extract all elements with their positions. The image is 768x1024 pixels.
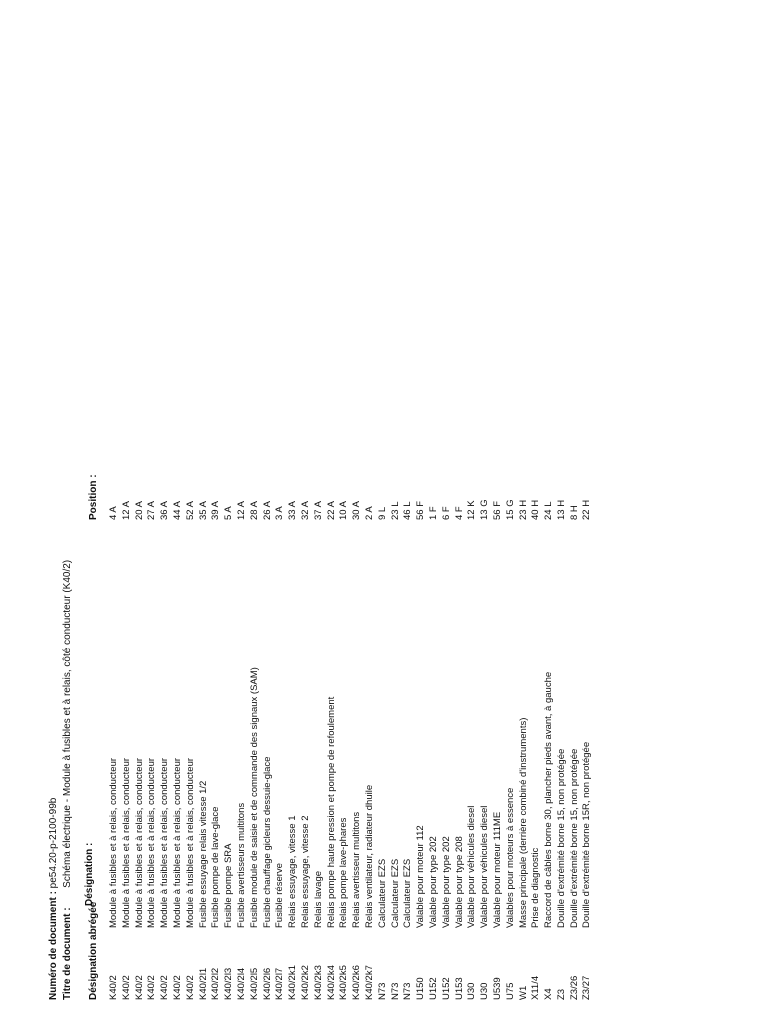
cell-position: 56 F — [415, 500, 427, 520]
cell-designation: Module à fusibles et à relais, conducteur — [133, 757, 145, 928]
cell-designation: Module à fusibles et à relais, conducteur — [108, 757, 119, 928]
cell-position: 9 L — [376, 506, 388, 520]
cell-code: U30 — [479, 982, 491, 1000]
cell-position: 22 A — [325, 500, 337, 520]
cell-position: 28 A — [248, 500, 260, 520]
cell-position: 24 L — [543, 501, 555, 520]
cell-position: 23 L — [389, 501, 401, 520]
cell-code: K40/2 — [108, 975, 119, 1000]
column-header-abbrev: Désignation abrégée — [88, 901, 99, 1000]
cell-position: 10 A — [338, 500, 350, 520]
table-row — [287, 420, 300, 1000]
cell-code: U153 — [453, 977, 465, 1000]
table-row — [223, 420, 236, 1000]
cell-position: 2 A — [363, 506, 375, 520]
cell-designation: Module à fusibles et à relais, conducteur — [146, 757, 158, 928]
cell-position: 13 G — [479, 499, 491, 520]
cell-position: 44 A — [171, 500, 183, 520]
table-row — [390, 420, 403, 1000]
document-number-label: Numéro de document : — [48, 891, 59, 1000]
cell-position: 1 F — [427, 506, 439, 520]
cell-designation: Fusible réserve — [274, 863, 286, 928]
cell-code: U152 — [440, 977, 452, 1000]
table-row — [121, 420, 134, 1000]
cell-code: U539 — [491, 977, 503, 1000]
cell-code: K40/2l7 — [274, 967, 286, 1000]
cell-code: K40/2l5 — [248, 967, 260, 1000]
table-row — [326, 420, 339, 1000]
table-row — [236, 420, 249, 1000]
table-row — [479, 420, 492, 1000]
cell-position: 15 G — [504, 499, 516, 520]
cell-position: 12 A — [120, 500, 132, 520]
table-row — [313, 420, 326, 1000]
cell-position: 35 A — [197, 500, 209, 520]
cell-position: 33 A — [287, 500, 299, 520]
cell-designation: Fusible module de saisie et de commande des signaux (SAM) — [248, 667, 260, 928]
column-header-designation: Désignation : — [84, 842, 95, 906]
cell-code: K40/2k6 — [351, 965, 363, 1000]
cell-code: K40/2 — [184, 975, 196, 1000]
cell-position: 26 A — [261, 500, 273, 520]
cell-position: 6 F — [440, 506, 452, 520]
cell-code: K40/2l6 — [261, 967, 273, 1000]
cell-code: N73 — [389, 982, 401, 1000]
cell-code: W1 — [517, 985, 529, 1000]
cell-position: 3 A — [274, 506, 286, 520]
cell-designation: Fusible pompe SRA — [223, 843, 235, 928]
cell-position: 12 K — [466, 500, 478, 520]
cell-code: K40/2 — [146, 975, 158, 1000]
cell-designation: Module à fusibles et à relais, conducteur — [120, 757, 132, 928]
cell-code: N73 — [402, 982, 414, 1000]
cell-code: Z3/27 — [581, 975, 593, 1000]
table-row — [159, 420, 172, 1000]
table-row — [351, 420, 364, 1000]
cell-designation: Valable pour type 202 — [440, 836, 452, 928]
cell-position: 30 A — [351, 500, 363, 520]
cell-designation: Module à fusibles et à relais, conducteur — [171, 757, 183, 928]
cell-designation: Prise de diagnostic — [530, 847, 542, 928]
cell-designation: Douille d'extrémité borne 15, non protégée — [568, 748, 580, 928]
cell-code: K40/2l4 — [235, 967, 247, 1000]
cell-designation: Valable pour type 202 — [427, 836, 439, 928]
cell-code: K40/2l1 — [197, 967, 209, 1000]
table-row — [134, 420, 147, 1000]
cell-code: Z3 — [555, 988, 567, 1000]
cell-designation: Raccord de câbles borne 30, plancher pieds avant, à gauche — [543, 671, 555, 928]
cell-code: K40/2 — [133, 975, 145, 1000]
cell-code: Z3/26 — [568, 975, 580, 1000]
table-row — [505, 420, 518, 1000]
cell-designation: Valable pour moteur 111ME — [491, 811, 503, 928]
document-title-label: Titre de document : — [62, 907, 73, 1000]
table-row — [581, 420, 594, 1000]
table-row — [530, 420, 543, 1000]
table-row — [556, 420, 569, 1000]
cell-designation: Douille d'extrémité borne 15R, non protégée — [581, 741, 593, 928]
cell-position: 39 A — [210, 500, 222, 520]
table-row — [274, 420, 287, 1000]
cell-position: 12 A — [235, 500, 247, 520]
table-row — [300, 420, 313, 1000]
cell-designation: Relais pompe lave-phares — [338, 817, 350, 928]
table-row — [262, 420, 275, 1000]
cell-position: 4 A — [108, 506, 119, 520]
cell-designation: Fusible essuyage relais vitesse 1/2 — [197, 780, 209, 928]
cell-position: 46 L — [402, 501, 414, 520]
cell-designation: Relais essuyage, vitesse 2 — [299, 815, 311, 928]
table-row — [198, 420, 211, 1000]
table-row — [377, 420, 390, 1000]
document-title-value: Schéma électrique - Module à fusibles et à relais, côté conducteur (K40/2) — [62, 559, 73, 888]
cell-code: X4 — [543, 988, 555, 1000]
table-row — [518, 420, 531, 1000]
cell-code: U75 — [504, 982, 516, 1000]
cell-code: K40/2k3 — [312, 965, 324, 1000]
cell-position: 52 A — [184, 500, 196, 520]
cell-code: K40/2 — [171, 975, 183, 1000]
cell-code: K40/2l2 — [210, 967, 222, 1000]
cell-designation: Fusible chauffage gicleurs dessuie-glace — [261, 756, 273, 928]
cell-position: 13 H — [555, 499, 567, 520]
cell-code: U152 — [427, 977, 439, 1000]
cell-position: 20 A — [133, 500, 145, 520]
cell-position: 56 F — [491, 500, 503, 520]
cell-designation: Valable pour véhicules diesel — [466, 805, 478, 928]
cell-code: K40/2k4 — [325, 965, 337, 1000]
table-row — [185, 420, 198, 1000]
cell-designation: Calculateur EZS — [389, 858, 401, 928]
cell-designation: Masse principale (derrière combiné d'instruments) — [517, 717, 529, 928]
cell-code: K40/2l3 — [223, 967, 235, 1000]
cell-designation: Valables pour moteurs à essence — [504, 787, 516, 928]
document-number-value: pe54.20-p-2100-99b — [48, 797, 59, 889]
cell-designation: Calculateur EZS — [402, 858, 414, 928]
cell-designation: Relais essuyage, vitesse 1 — [287, 815, 299, 928]
cell-position: 37 A — [312, 500, 324, 520]
cell-code: U150 — [415, 977, 427, 1000]
cell-code: N73 — [376, 982, 388, 1000]
cell-position: 23 H — [517, 499, 529, 520]
cell-designation: Valable pour moteur 112 — [415, 825, 427, 928]
table-row — [454, 420, 467, 1000]
table-row — [402, 420, 415, 1000]
table-row — [146, 420, 159, 1000]
cell-designation: Module à fusibles et à relais, conducteur — [159, 757, 171, 928]
cell-designation: Relais ventilateur, radiateur dhuile — [363, 784, 375, 928]
column-header-position: Position : — [88, 474, 99, 520]
cell-position: 27 A — [146, 500, 158, 520]
table-row — [492, 420, 505, 1000]
cell-designation: Fusible avertisseurs multitons — [235, 802, 247, 928]
cell-designation: Fusible pompe de lave-glace — [210, 806, 222, 928]
cell-code: K40/2k5 — [338, 965, 350, 1000]
cell-position: 4 F — [453, 506, 465, 520]
cell-designation: Relais pompe haute pression et pompe de refoulement — [325, 696, 337, 928]
cell-designation: Valable pour type 208 — [453, 836, 465, 928]
table-row — [108, 420, 121, 1000]
document-title-line — [62, 560, 73, 1000]
cell-designation: Douille d'extrémité borne 15, non protégée — [555, 748, 567, 928]
table-row — [428, 420, 441, 1000]
rotated-document-page — [40, 474, 620, 1000]
cell-designation: Module à fusibles et à relais, conducteur — [184, 757, 196, 928]
table-row — [543, 420, 556, 1000]
table-row — [249, 420, 262, 1000]
cell-code: K40/2k7 — [363, 965, 375, 1000]
cell-designation: Calculateur EZS — [376, 858, 388, 928]
cell-designation: Relais avertisseur multitons — [351, 811, 363, 928]
cell-code: X11/4 — [530, 975, 542, 1000]
table-row — [569, 420, 582, 1000]
cell-designation: Valable pour véhicules diesel — [479, 805, 491, 928]
document-number-line — [48, 798, 59, 1000]
table-row — [466, 420, 479, 1000]
cell-position: 8 H — [568, 505, 580, 520]
cell-designation: Relais lavage — [312, 870, 324, 928]
table-row — [364, 420, 377, 1000]
cell-position: 5 A — [223, 506, 235, 520]
cell-code: K40/2 — [159, 975, 171, 1000]
table-row — [415, 420, 428, 1000]
table-row — [210, 420, 223, 1000]
cell-code: K40/2k1 — [287, 965, 299, 1000]
cell-position: 40 H — [530, 499, 542, 520]
table-row — [441, 420, 454, 1000]
table-row — [172, 420, 185, 1000]
cell-position: 22 H — [581, 499, 593, 520]
cell-position: 32 A — [299, 500, 311, 520]
component-table — [108, 420, 594, 1000]
cell-code: U30 — [466, 982, 478, 1000]
cell-position: 36 A — [159, 500, 171, 520]
cell-code: K40/2 — [120, 975, 132, 1000]
cell-code: K40/2k2 — [299, 965, 311, 1000]
table-row — [338, 420, 351, 1000]
